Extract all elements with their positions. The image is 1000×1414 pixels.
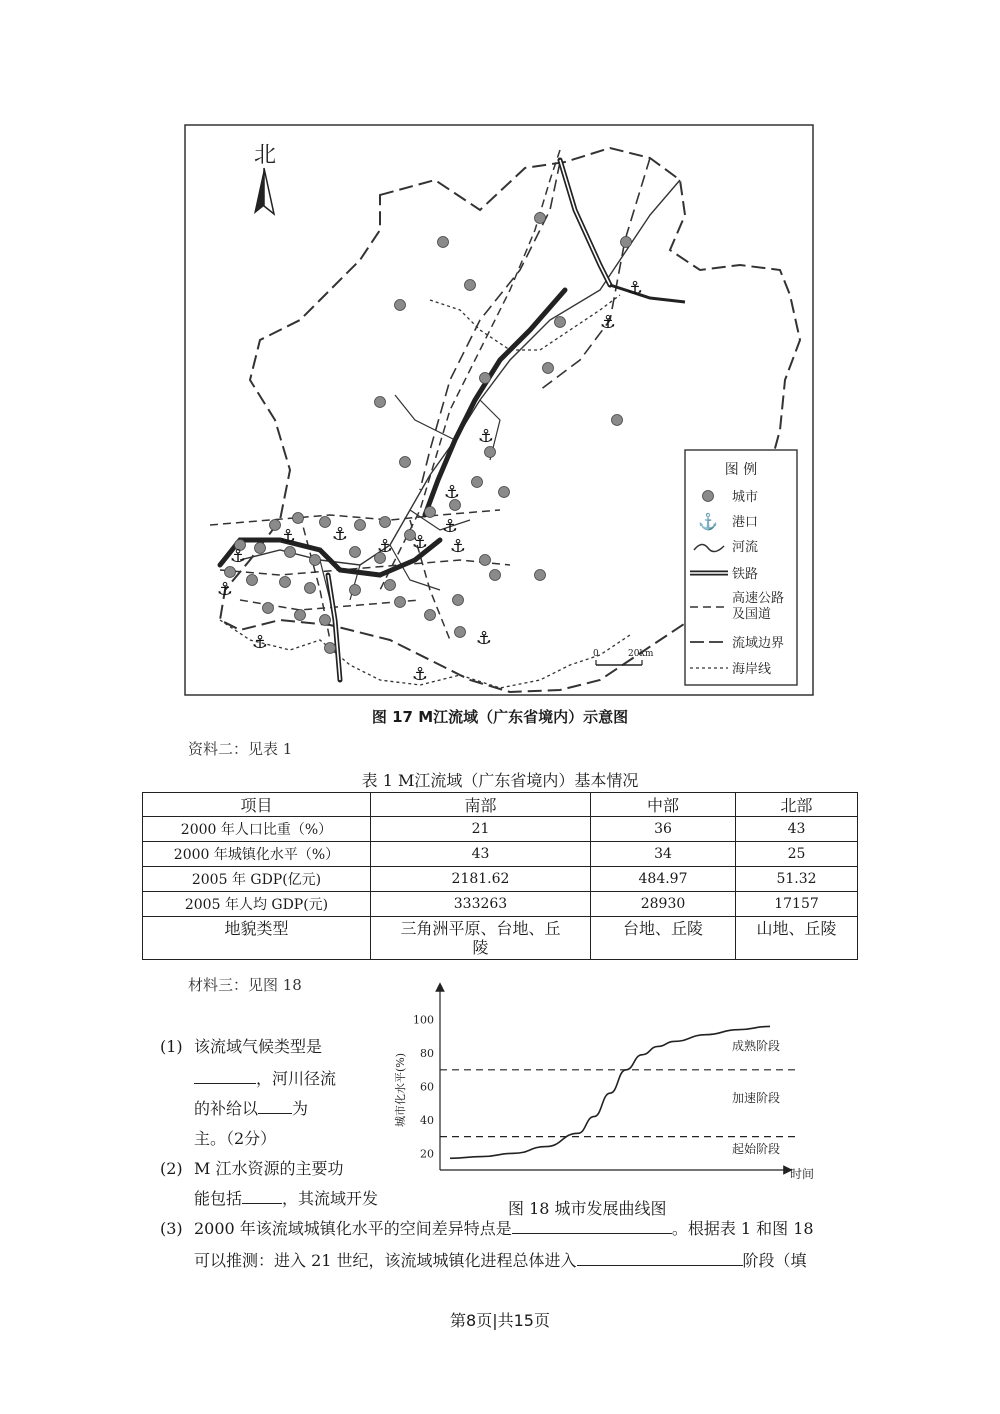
y-tick-labels: [413, 1014, 434, 1161]
legend-city-label: 城市: [732, 490, 759, 505]
material3-label: 材料三：见图 18: [188, 976, 302, 994]
y-tick-label: 40: [420, 1113, 434, 1127]
question-1-number: (1): [160, 1037, 183, 1056]
cell-south: 333263: [371, 892, 591, 917]
basic-info-table: [142, 792, 858, 960]
question-2-text: 能包括: [194, 1189, 243, 1208]
question-3-text: 可以推测：进入 21 世纪，该流域城镇化进程总体进入: [194, 1251, 577, 1270]
question-2-number: (2): [160, 1159, 183, 1178]
legend-boundary-label: 流域边界: [732, 636, 785, 651]
cell-north: 山地、丘陵: [736, 917, 858, 960]
cell-south: 21: [371, 817, 591, 842]
cell-middle: 28930: [591, 892, 736, 917]
table-header-row: [143, 793, 858, 817]
legend-port-icon: ⚓: [698, 512, 718, 531]
question-3-line-1: [194, 1214, 814, 1244]
stage-mature: 成熟阶段: [732, 1039, 781, 1053]
cell-south: [371, 917, 591, 960]
header-south: 南部: [371, 793, 591, 817]
legend-city-symbol: [703, 491, 714, 502]
y-tick-label: 20: [420, 1147, 434, 1161]
answer-blank[interactable]: [194, 1065, 256, 1084]
x-axis-label: 时间: [790, 1167, 815, 1181]
cell-south: 2181.62: [371, 867, 591, 892]
question-1-line-3: [194, 1094, 308, 1124]
header-north: 北部: [736, 793, 858, 817]
question-1-text: 为: [292, 1099, 309, 1118]
question-2-line-2: [194, 1184, 378, 1214]
table-row: [143, 842, 858, 867]
cell-north: 43: [736, 817, 858, 842]
urbanization-curve: [450, 1026, 770, 1158]
y-axis-label: 城市化水平(%): [394, 1052, 407, 1128]
svg-text:⚓: ⚓: [477, 426, 495, 447]
question-3-text: 阶段（填: [742, 1251, 807, 1270]
question-2-text: ，其流域开发: [282, 1189, 379, 1208]
svg-text:⚓: ⚓: [331, 524, 349, 545]
svg-text:⚓: ⚓: [443, 482, 461, 503]
legend-port-label: 港口: [732, 515, 759, 530]
question-3-text: 2000 年该流域城镇化水平的空间差异特点是: [194, 1219, 512, 1238]
north-arrow-icon: [254, 168, 274, 214]
row-label: 2000 年城镇化水平（%）: [143, 842, 371, 867]
table-row-landform: [143, 917, 858, 960]
svg-text:⚓: ⚓: [376, 536, 394, 557]
legend-highway-label-2: 及国道: [732, 607, 772, 622]
port-markers: [217, 278, 643, 685]
chart-caption: 图 18 城市发展曲线图: [508, 1199, 667, 1218]
svg-text:⚓: ⚓: [251, 632, 269, 653]
cell-middle: 484.97: [591, 867, 736, 892]
y-tick-label: 100: [413, 1013, 434, 1027]
highway-network: [210, 150, 560, 640]
scale-bar: [593, 649, 654, 665]
railway-east: [610, 285, 685, 302]
answer-blank[interactable]: [258, 1095, 292, 1114]
svg-text:⚓: ⚓: [475, 628, 493, 649]
question-1-text: ，河川径流: [256, 1069, 337, 1088]
question-3-number: (3): [160, 1219, 183, 1238]
legend-title: 图 例: [724, 462, 758, 478]
question-3-line-2: [194, 1246, 807, 1276]
question-1-line-4: 主。（2分）: [194, 1129, 277, 1148]
cell-north: 51.32: [736, 867, 858, 892]
legend-highway-label-1: 高速公路: [732, 591, 785, 606]
question-1-text: 的补给以: [194, 1099, 259, 1118]
svg-text:⚓: ⚓: [279, 526, 297, 547]
table-caption: 表 1 M江流域（广东省境内）基本情况: [361, 771, 639, 790]
legend-river-label: 河流: [732, 540, 759, 555]
svg-text:⚓: ⚓: [411, 532, 429, 553]
cell-south-line2: 陵: [472, 938, 489, 957]
stage-initial: 起始阶段: [732, 1142, 781, 1156]
svg-text:⚓: ⚓: [441, 516, 459, 537]
cell-middle: 36: [591, 817, 736, 842]
header-item: 项目: [143, 793, 371, 817]
material2-label: 资料二：见表 1: [188, 740, 293, 758]
cell-middle: 34: [591, 842, 736, 867]
legend-coast-label: 海岸线: [732, 662, 772, 677]
y-tick-label: 60: [420, 1080, 434, 1094]
svg-text:⚓: ⚓: [449, 536, 467, 557]
cell-south-line1: 三角洲平原、台地、丘: [400, 919, 561, 938]
cell-south: 43: [371, 842, 591, 867]
north-label: 北: [254, 143, 277, 168]
question-3-text: 。根据表 1 和图 18: [671, 1219, 814, 1238]
urbanization-chart: [390, 985, 830, 1190]
page-footer: 第8页|共15页: [450, 1311, 550, 1330]
city-markers: [225, 213, 632, 654]
question-1-line-2: [194, 1064, 336, 1094]
scale-distance: 20km: [628, 649, 654, 659]
svg-text:⚓: ⚓: [229, 546, 247, 567]
row-label: 2000 年人口比重（%）: [143, 817, 371, 842]
row-label: 2005 年人均 GDP(元): [143, 892, 371, 917]
railway-inner: [328, 160, 610, 680]
svg-text:⚓: ⚓: [626, 278, 644, 299]
table-row: [143, 817, 858, 842]
svg-text:⚓: ⚓: [599, 312, 617, 333]
header-middle: 中部: [591, 793, 736, 817]
scale-zero: 0: [593, 649, 599, 659]
svg-text:⚓: ⚓: [216, 579, 234, 600]
legend-railway-label: 铁路: [732, 567, 759, 582]
answer-blank[interactable]: [242, 1185, 282, 1204]
cell-north: 17157: [736, 892, 858, 917]
row-label: 地貌类型: [143, 917, 371, 960]
map-figure: [180, 120, 820, 702]
answer-blank[interactable]: [512, 1215, 672, 1234]
cell-middle: 台地、丘陵: [591, 917, 736, 960]
question-1-line-1: 该流域气候类型是: [194, 1037, 323, 1056]
stage-accelerating: 加速阶段: [732, 1091, 781, 1105]
row-label: 2005 年 GDP(亿元): [143, 867, 371, 892]
map-caption: 图 17 M江流域（广东省境内）示意图: [371, 708, 629, 726]
y-tick-label: 80: [420, 1047, 434, 1061]
table-row: [143, 867, 858, 892]
question-2-line-1: M 江水资源的主要功: [194, 1159, 344, 1178]
svg-text:⚓: ⚓: [411, 664, 429, 685]
answer-blank[interactable]: [577, 1247, 743, 1266]
cell-north: 25: [736, 842, 858, 867]
table-row: [143, 892, 858, 917]
